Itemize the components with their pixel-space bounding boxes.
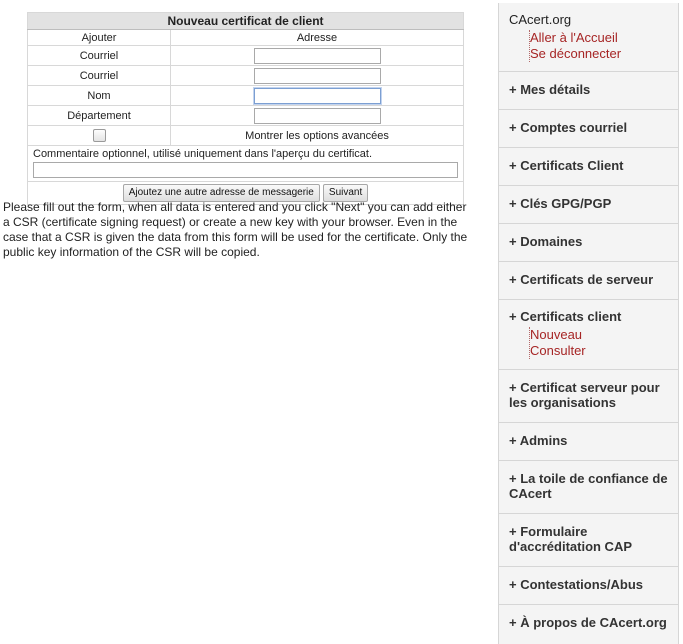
next-button[interactable]: Suivant bbox=[323, 184, 368, 202]
row-label-name: Nom bbox=[28, 86, 171, 106]
email-input-1[interactable] bbox=[254, 48, 381, 64]
sidebar-item-admins[interactable]: + Admins bbox=[499, 423, 678, 461]
sidebar-item-web-of-trust[interactable]: + La toile de confiance de CAcert bbox=[499, 461, 678, 514]
advanced-options-checkbox[interactable] bbox=[93, 129, 106, 142]
comment-input[interactable] bbox=[33, 162, 458, 178]
new-client-cert-form bbox=[27, 12, 464, 205]
department-input[interactable] bbox=[254, 108, 381, 124]
logout-link[interactable]: Se déconnecter bbox=[530, 46, 622, 61]
sidebar-item-client-certificates[interactable]: + Certificats Client bbox=[499, 148, 678, 186]
sidebar-item-my-details[interactable]: + Mes détails bbox=[499, 72, 678, 110]
sidebar-item-server-certificates[interactable]: + Certificats de serveur bbox=[499, 262, 678, 300]
view-certs-link[interactable]: Consulter bbox=[530, 343, 586, 358]
sidebar-item-client-certs-expanded bbox=[499, 300, 678, 370]
column-header-add: Ajouter bbox=[28, 30, 171, 46]
sidebar-item-about[interactable]: + À propos de CAcert.org bbox=[509, 615, 667, 630]
sidebar bbox=[498, 3, 679, 644]
sidebar-item-gpg-keys[interactable]: + Clés GPG/PGP bbox=[499, 186, 678, 224]
email-input-2[interactable] bbox=[254, 68, 381, 84]
new-cert-link[interactable]: Nouveau bbox=[530, 327, 583, 342]
site-name: CAcert.org bbox=[509, 12, 572, 27]
advanced-options-label: Montrer les options avancées bbox=[171, 126, 464, 146]
row-label-email-1: Courriel bbox=[28, 46, 171, 66]
column-header-address: Adresse bbox=[171, 30, 464, 46]
sidebar-item-cap-form[interactable]: + Formulaire d'accréditation CAP bbox=[499, 514, 678, 567]
name-input[interactable] bbox=[254, 88, 381, 104]
sidebar-item-org-server-certs[interactable]: + Certificat serveur pour les organisations bbox=[499, 370, 678, 423]
sidebar-item-domains[interactable]: + Domaines bbox=[499, 224, 678, 262]
comment-label: Commentaire optionnel, utilisé uniquement dans l'aperçu du certificat. bbox=[33, 148, 373, 160]
client-cert-links bbox=[529, 327, 668, 359]
sidebar-item-email-accounts[interactable]: + Comptes courriel bbox=[499, 110, 678, 148]
add-email-button[interactable]: Ajoutez une autre adresse de messagerie bbox=[123, 184, 320, 202]
form-title: Nouveau certificat de client bbox=[28, 13, 464, 30]
sidebar-item-client-certs-title[interactable]: + Certificats client bbox=[509, 309, 622, 324]
help-text: Please fill out the form, when all data is entered and you click "Next" you can add either a CSR (certificate signing request) or create a new key with your browser. Even in the case that a CSR is given the data from this form will be used for the certificate. Only the public key information of the CSR will be copied. bbox=[3, 200, 468, 259]
row-label-department: Département bbox=[28, 106, 171, 126]
site-links bbox=[529, 30, 668, 62]
row-label-email-2: Courriel bbox=[28, 66, 171, 86]
sidebar-item-disputes[interactable]: + Contestations/Abus bbox=[499, 567, 678, 605]
home-link[interactable]: Aller à l'Accueil bbox=[530, 30, 618, 45]
sidebar-site-block bbox=[499, 3, 678, 72]
